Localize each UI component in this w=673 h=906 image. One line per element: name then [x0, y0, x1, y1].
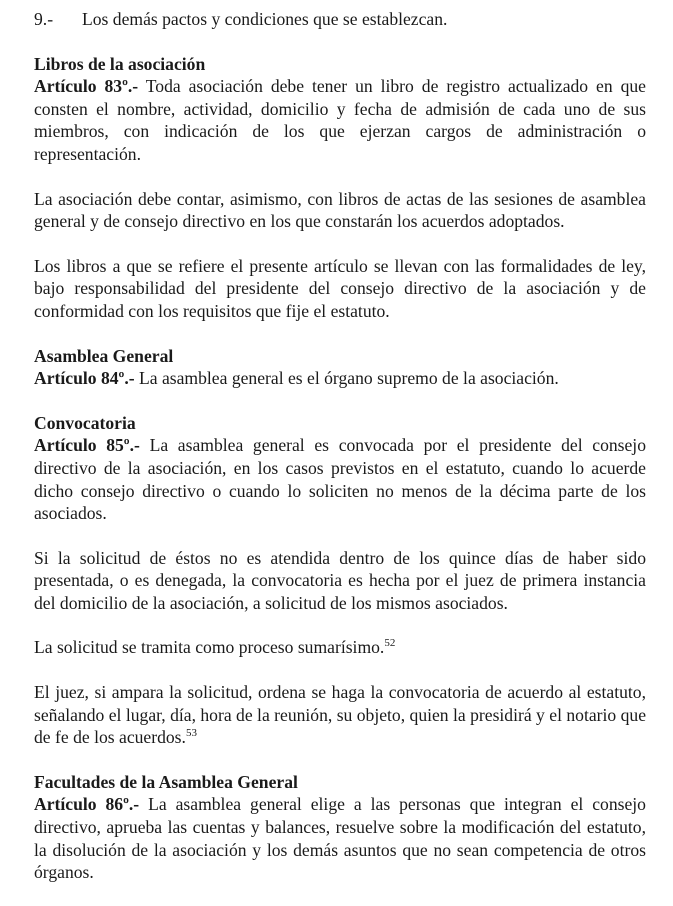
section-facultades [34, 771, 646, 884]
footnote-ref: 53 [185, 727, 197, 740]
article-label: Artículo 84º.- [34, 368, 135, 389]
section-heading: Convocatoria [34, 412, 136, 433]
article-text: Toda asociación debe tener un libro de registro actualizado en que consten el nombre, actividad, domicilio y fecha de admisión de cada uno de sus miembros, con indicación de los que ejerzan cargos de administración o representación. [34, 76, 646, 164]
article-label: Artículo 86º.- [34, 794, 140, 815]
article-label: Artículo 85º.- [34, 435, 140, 456]
article-label: Artículo 83º.- [34, 76, 139, 97]
section-heading: Asamblea General [34, 345, 174, 366]
article-text: La asamblea general elige a las personas que integran el consejo directivo, aprueba las cuentas y balances, resuelve sobre la modificación del estatuto, la disolución de la asociación y los demás asuntos que no sean competencia de otros órganos. [34, 794, 646, 883]
article-paragraph [34, 793, 646, 883]
article-text: La asamblea general es convocada por el presidente del consejo directivo de la asociación, en los casos previstos en el estatuto, cuando lo acuerde dicho consejo directivo o cuando lo soliciten no menos de la décima parte de los asociados. [34, 435, 646, 524]
footnote-ref: 52 [384, 637, 396, 650]
paragraph: La asociación debe contar, asimismo, con libros de actas de las sesiones de asamblea general y de consejo directivo en los que constarán los acuerdos adoptados. [34, 188, 646, 232]
paragraph-text: La solicitud se tramita como proceso sumarísimo. [34, 637, 385, 658]
list-item [34, 8, 646, 31]
paragraph: Si la solicitud de éstos no es atendida dentro de los quince días de haber sido presentada, o es denegada, la convocatoria es hecha por el juez de primera instancia del domicilio de la asociación, a solicitud de los mismos asociados. [34, 547, 646, 613]
paragraph-with-footnote [34, 636, 646, 659]
section-convocatoria [34, 412, 646, 749]
article-paragraph [34, 434, 646, 524]
section-heading: Facultades de la Asamblea General [34, 771, 298, 792]
article-paragraph [34, 367, 646, 390]
section-asamblea-general [34, 345, 646, 390]
document-page [34, 8, 646, 906]
paragraph-with-footnote [34, 681, 646, 749]
list-text: Los demás pactos y condiciones que se establezcan. [82, 9, 448, 29]
article-paragraph [34, 75, 646, 165]
section-heading: Libros de la asociación [34, 53, 206, 74]
section-libros [34, 53, 646, 323]
list-number: 9.- [34, 9, 54, 29]
article-text: La asamblea general es el órgano supremo de la asociación. [134, 368, 559, 389]
paragraph: Los libros a que se refiere el presente artículo se llevan con las formalidades de ley, bajo responsabilidad del presidente del consejo directivo de la asociación y de conformidad con los requisitos que fije el estatuto. [34, 255, 646, 321]
paragraph-text: El juez, si ampara la solicitud, ordena se haga la convocatoria de acuerdo al estatuto, señalando el lugar, día, hora de la reunión, su objeto, quien la presidirá y el notario que de fe de los acuerdos. [34, 682, 646, 748]
